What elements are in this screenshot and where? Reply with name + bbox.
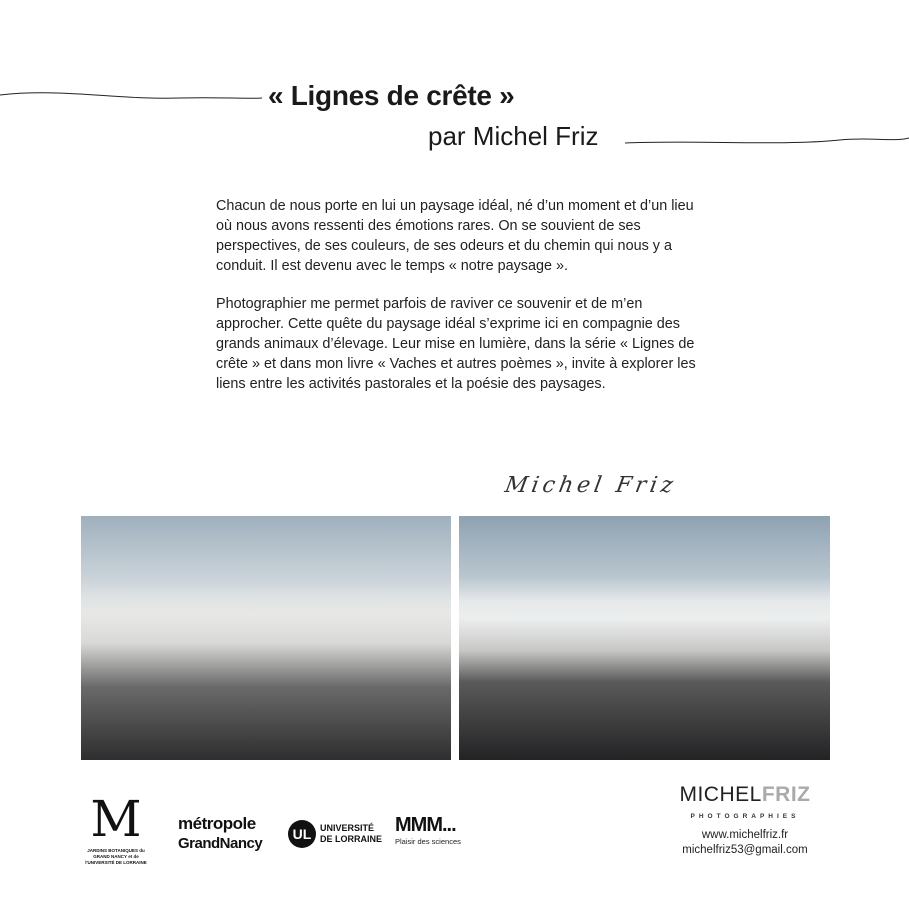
ul-mark-icon: UL [288,820,316,848]
brand-block [660,782,830,858]
email-link[interactable]: michelfriz53@gmail.com [682,844,808,856]
logo-text: UNIVERSITÉ [320,823,375,833]
photo-snowy-ridge-valley [459,516,830,760]
brand-name: MICHELFRIZ [679,783,811,806]
logo-jardins-botaniques [80,790,152,866]
paragraph: Photographier me permet parfois de raviver ce souvenir et de m’en approcher. Cette quête du paysage idéal s’exprime ici en compagnie des grands animaux d’élevage. Leur mise en lumière, dans la série « Lignes de crête » et dans mon livre « Vaches et autres poèmes », invite à explorer les liens entre les activités pastorales et la poésie des paysages. [216,296,696,392]
byline: par Michel Friz [428,121,599,151]
logo-text: JARDINS BOTANIQUES du GRAND NANCY et de l'UNIVERSITÉ DE LORRAINE [85,848,147,865]
jardins-mark-icon: M [90,790,142,848]
logo-universite-lorraine [288,820,382,848]
page-title: « Lignes de crête » [268,80,515,111]
intro-text [216,196,708,412]
brand-sub: PHOTOGRAPHIES [690,813,800,820]
logo-mmm [395,813,461,847]
logo-metropole-grand-nancy [178,814,262,853]
logo-text: DE LORRAINE [320,834,383,844]
logo-text: GrandNancy [178,835,263,852]
signature: Michel Friz [502,473,679,498]
paragraph: Chacun de nous porte en lui un paysage idéal, né d’un moment et d’un lieu où nous avons ressenti des émotions rares. On se souvient de ses perspectives, de ses couleurs, de ses odeurs et du chemin qui nous y a conduit. Il est devenu avec le temps « notre paysage ». [216,198,694,274]
logo-text: Plaisir des sciences [395,837,461,846]
photo-snowy-ridge-trees [81,516,451,760]
logo-text: métropole [178,814,256,833]
website-link[interactable]: www.michelfriz.fr [701,829,789,841]
logo-text: MMM... [395,814,456,836]
